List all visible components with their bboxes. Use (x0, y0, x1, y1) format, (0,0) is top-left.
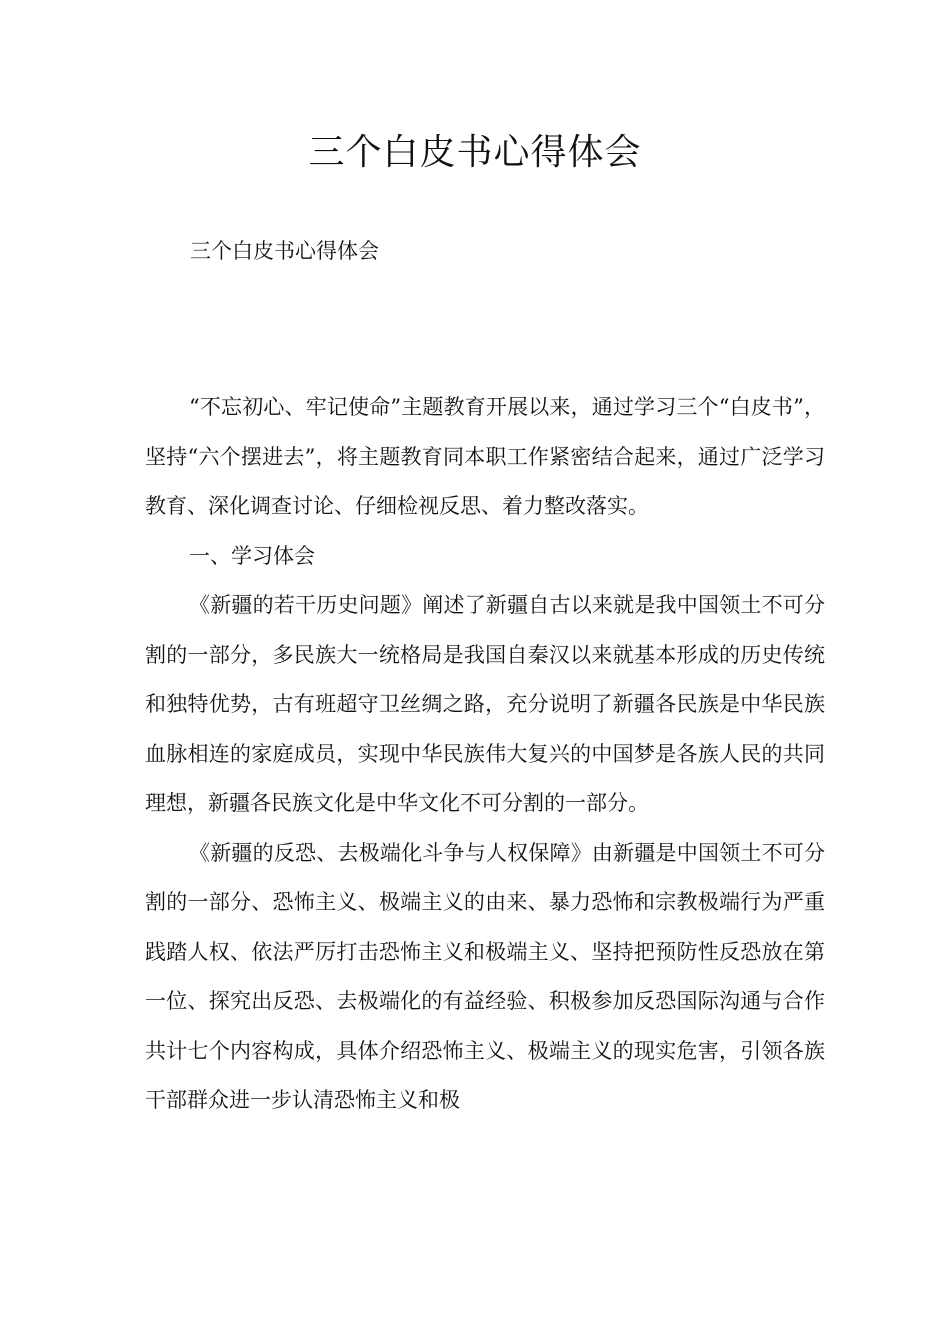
document-subtitle: 三个白皮书心得体会 (190, 239, 379, 263)
paragraph-counterterrorism: 《新疆的反恐、去极端化斗争与人权保障》由新疆是中国领土不可分割的一部分、恐怖主义、极端主义的由来、暴力恐怖和宗教极端行为严重践踏人权、依法严厉打击恐怖主义和极端主义、坚持把预防性反恐放在第一位、探究出反恐、去极端化的有益经验、积极参加反恐国际沟通与合作共计七个内容构成，具体介绍恐怖主义、极端主义的现实危害，引领各族干部群众进一步认清恐怖主义和极 (145, 840, 825, 1112)
section-heading-learning: 一、学习体会 (189, 543, 315, 568)
document-body (145, 383, 825, 1126)
document-title: 三个白皮书心得体会 (308, 132, 642, 173)
paragraph-intro: “不忘初心、牢记使命”主题教育开展以来，通过学习三个“白皮书”，坚持“六个摆进去”，将主题教育同本职工作紧密结合起来，通过广泛学习教育、深化调查讨论、仔细检视反思、着力整改落实。 (145, 395, 825, 518)
paragraph-history: 《新疆的若干历史问题》阐述了新疆自古以来就是我中国领土不可分割的一部分，多民族大一统格局是我国自秦汉以来就基本形成的历史传统和独特优势，古有班超守卫丝绸之路，充分说明了新疆各民族是中华民族血脉相连的家庭成员，实现中华民族伟大复兴的中国梦是各族人民的共同理想，新疆各民族文化是中华文化不可分割的一部分。 (145, 593, 825, 815)
